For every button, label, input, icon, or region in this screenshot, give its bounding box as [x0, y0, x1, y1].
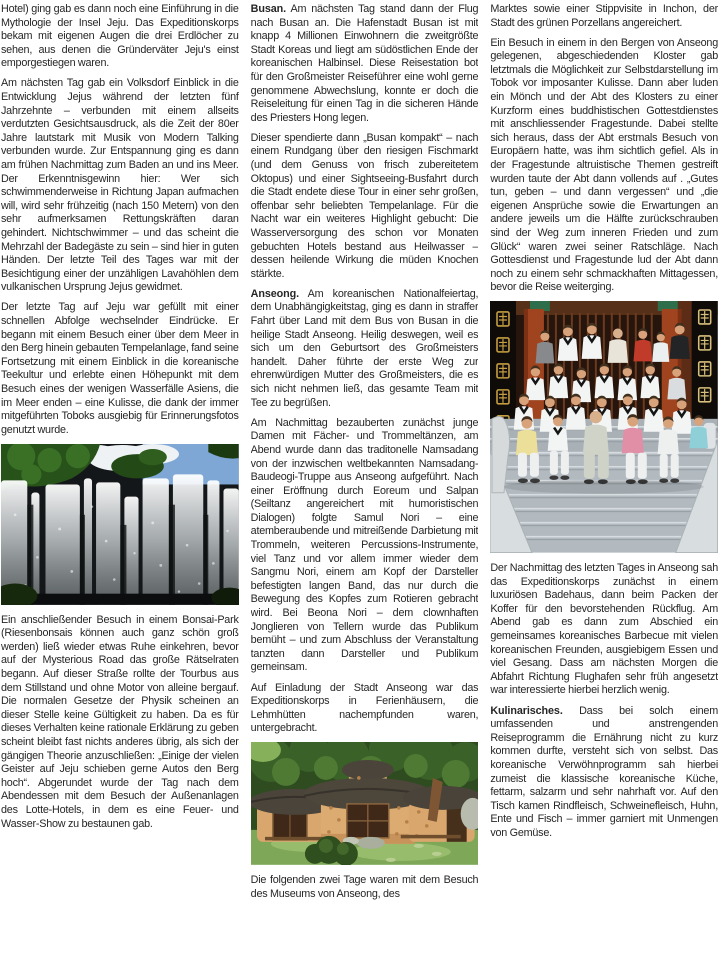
- paragraph-text: Am nächsten Tag gab ein Volksdorf Einblick in die Entwicklung Jejus während der letzten fünf Jahrzehnte – verbunden mit einem allseits verdutzten Gesichtsausdruck, als die Zeit der 80er Jahre lautstark mit Musik von Modern Talking verbunden wurde. Zur Entspannung ging es dann am frühen Nachmittag zum Baden an und ins Meer. Der Erkenntnisgewinn hier: Wer sich schwimmenderweise in Richtung Japan aufmachen will, wird sehr frühzeitig (nach 150 Metern) von den sehr aufmerksamen Rettungskräften daran gehindert. Nichtschwimmer – und das scheint die Mehrzahl der Badegäste zu sein – sind hier in guten Händen. Der letzte Teil des Tages war mit der Besichtigung einer der unzähligen Lavahöhlen dem vulkanischen Ursprung Jejus gewidmet.: [1, 77, 239, 294]
- paragraph: [251, 3, 479, 125]
- paragraph-lead: Busan.: [250, 3, 287, 15]
- mud-hut-illustration: [251, 742, 479, 865]
- paragraph-lead: Kulinarisches.: [490, 704, 563, 717]
- paragraph: [251, 682, 479, 736]
- paragraph-text: Dass bei solch einem umfassenden und anstrengenden Reiseprogramm die Ernährung nicht zu kurz kommen durfte, versteht sich von selbst. Das koreanische Verwöhnprogramm sah hierbei zumeist die klassische koreanische Küche, fettarm, salzarm und sehr nahrhaft vor. Auf den Tisch kamen Rindfleisch, Schweinefleisch, Huhn, Ente und Fisch – immer garniert mit Unmengen von Gemüse.: [490, 704, 718, 839]
- paragraph-text: Dieser spendierte dann „Busan kompakt“ – nach einem Rundgang über den riesigen Fischmarkt (und dem Genuss von frisch zubereitetem Oktopus) und einer Sightseeing-Busfahrt durch die Stadt endete diese Tour in einer sehr großen, offenbar sehr beliebten Tempelanlage. Für die Nacht war ein weiteres Highlight gebucht: Die Wasserversorgung des schon vor Monaten gebuchten Hotels bestand aus Heilwasser – dessen heilende Wirkung die müden Knochen stärkte.: [250, 131, 479, 280]
- paragraph-text: Marktes sowie einer Stippvisite in Inchon, der Stadt des grünen Porzellans angereichert.: [490, 3, 718, 29]
- paragraph-text: Die folgenden zwei Tage waren mit dem Besuch des Museums von Anseong, des: [250, 874, 479, 900]
- paragraph-text: Am koreanischen Nationalfeiertag, dem Unabhängigkeitstag, ging es dann in straffer Fahrt über Land mit dem Bus von Busan in die heilige Stadt Anseong. Heilig deswegen, weil es sich um den Geburtsort des Großmeisters handelt. Daher führte der erste Weg zur ehrenwürdigen Mutter des Großmeisters, die es sich nicht nehmen ließ, das gesamte Team mit Tee zu begrüßen.: [250, 287, 479, 409]
- paragraph-text: Der Nachmittag des letzten Tages in Anseong sah das Expeditionskorps zunächst in einem luxuriösen Badehaus, dann beim Packen der Koffer für den bevorstehenden Rückflug. Am Abend gab es dann zum Abschied ein gemeinsames koreanisches Barbecue mit vielen koreanischen Freunden, ausgiebigem Essen und viel Gesang. Dass am nächsten Morgen die Abfahrt Richtung Flughafen sehr früh angesetzt war interessierte hierbei herzlich wenig.: [490, 562, 718, 697]
- paragraph: [251, 874, 479, 901]
- paragraph: [490, 37, 718, 295]
- text-column-1: [1, 3, 239, 959]
- paragraph: [1, 614, 239, 832]
- paragraph: [251, 288, 479, 410]
- mud-hut-photo: [251, 742, 479, 865]
- paragraph-text: Der letzte Tag auf Jeju war gefüllt mit einer schnellen Abfolge wechselnder Eindrücke. Er begann mit einem Besuch einer über dem Meer in den Berg hinein gebauten Tempelanlage, fand seine Fortsetzung mit einem Einblick in die koreanische Teekultur und erlebte einen Höhepunkt mit dem Besuch eines der wenigen Wasserfälle Asiens, die im Meer enden – eine Kulisse, die dank der immer mitgeführten Toboks ausgiebig für Erinnerungsfotos genutzt wurde.: [1, 301, 239, 436]
- paragraph-text: Auf Einladung der Stadt Anseong war das Expeditionskorps in Ferienhäusern, die Lehmhütten nachempfunden waren, untergebracht.: [250, 681, 479, 735]
- waterfall-illustration: [1, 444, 239, 605]
- text-column-3: [490, 3, 718, 959]
- paragraph: [490, 705, 718, 841]
- paragraph: [251, 417, 479, 675]
- waterfall-photo: [1, 444, 239, 605]
- text-column-2: [251, 3, 479, 959]
- paragraph: [251, 132, 479, 282]
- paragraph: [1, 301, 239, 437]
- paragraph: [1, 77, 239, 295]
- paragraph-text: Hotel) ging gab es dann noch eine Einführung in die Mythologie der Insel Jeju. Das Expeditionskorps bekam mit eigenen Augen die drei Erdlöcher zu sehen, aus denen die Gründerväter Jeju's einst emporgestiegen waren.: [1, 3, 239, 70]
- paragraph-lead: Anseong.: [250, 287, 300, 300]
- group-photo: [490, 301, 718, 553]
- paragraph: [490, 562, 718, 698]
- group-photo-illustration: [490, 301, 718, 553]
- paragraph-text: Am nächsten Tag stand dann der Flug nach Busan an. Die Hafenstadt Busan ist mit knapp 4 Millionen Einwohnern die zweitgrößte Stadt Koreas und liegt am südöstlichen Ende der koreanischen Halbinsel. Diese Reisestation bot für den Großmeister Reiseführer eine wohl gerne genommene Abwechslung, konnte er doch die Reiseleitung für einen Tag in die sicheren Hände des Priesters Hong legen.: [250, 3, 479, 124]
- paragraph-text: Ein Besuch in einem in den Bergen von Anseong gelegenen, abgeschiedenden Kloster gab letztmals die Möglichkeit zur Selbstdarstellung im Tobok vor imposanter Kulisse. Dann aber luden ein Mönch und der Abt des Klosters zu einer Kurzform eines buddhistischen Gottestdienstes mit anschliessender Fragestunde. Dabei stellte sich heraus, dass der Abt erstmals Besuch von Europäern hatte, was ihm sichtlich gefiel. Als in der Fragestunde altruistische Themen gestreift wurden taute der Abt dann vollends auf . „Gutes tun, geben – und dann vergessen“ und „die eigenen Ansprüche sowie die Erwartungen an andere jeweils um die Hälfte zurückschrauben sind der Weg zum inneren Frieden und zum Glück“ waren zwei seiner Ratschläge. Nach Gottesdienst und Fragestunde lud der Abt dann noch zu einem sehr schmackhaften Mittagessen, bevor die Reise weiterging.: [490, 36, 718, 294]
- paragraph-text: Am Nachmittag bezauberten zunächst junge Damen mit Fächer- und Trommeltänzen, am Abend wurde dann das traditonelle Namsadang von der inzwischen weltbekannten Namsadang-Baudeogi-Truppe aus Anseong aufgeführt. Nach einer Eröffnung durch Eoreum und Salpan (Seiltanz angereichert mit humoristischen Dialogen) folgte Samul Nori – eine atemberaubende und mitreißende Darbietung mit Trommeln, weiteren Percussions-Instrumente, viel Tanz und vor allem immer wieder dem Sangmu Nori, einem am Kopf der Darsteller befestigten langen Band, das nur durch die Bewegung des Kopfes zum Rotieren gebracht wird. Bei Beona Nori – dem clownhaften Jonglieren von Tellern wurde das Publikum bemüht – und zum Abschluss der Veranstaltung tanzten dann Darsteller und Publikum gemeinsam.: [250, 416, 479, 674]
- paragraph-text: Ein anschließender Besuch in einem Bonsai-Park (Riesenbonsais können auch ganz schön groß werden) ließ wieder etwas Ruhe einkehren, bevor auf der Mysterious Road das große Rätselraten begann. Auf dieser Straße rollte der Tourbus aus dem Stillstand und ohne Motor von alleine bergauf. Die normalen Gesetze der Physik scheinen an dieser Stelle keine Gültigkeit zu haben. Da es für dieses Verhalten keine rationale Erklärung zu geben scheint bleibt fast nichts anderes übrig, als sich der gängigen Theorie anzuschließen: „Einige der vielen Geister auf Jeju schieben gerne Autos den Berg hoch“. Abgerundet wurde der Tag nach dem Abendessen mit dem Besuch der Außenanlagen des Lotte-Hotels, in dem es eine Feuer- und Wasser-Show zu bestaunen gab.: [1, 613, 239, 830]
- paragraph: [490, 3, 718, 30]
- paragraph: [1, 3, 239, 71]
